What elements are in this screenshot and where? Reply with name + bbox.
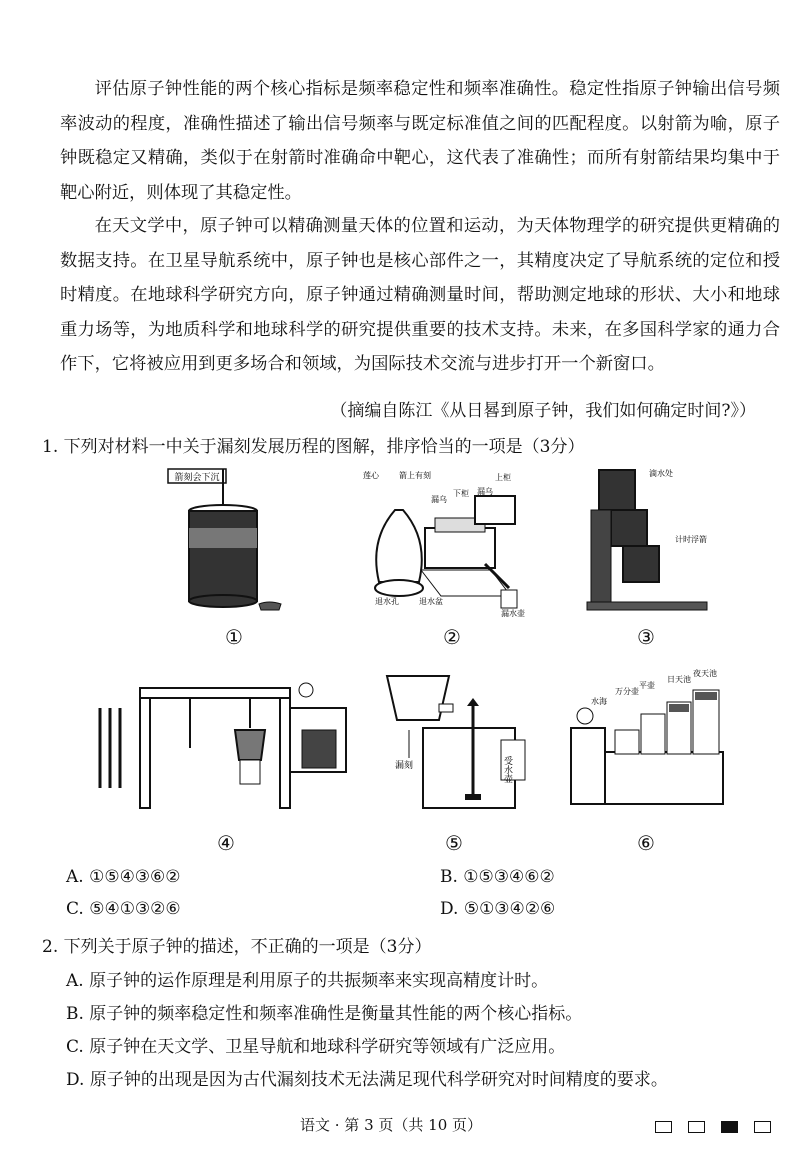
q1-option-a[interactable]: A. ①⑤④③⑥② (66, 867, 181, 887)
source-citation: （摘编自陈江《从日晷到原子钟，我们如何确定时间?》） (330, 401, 756, 421)
figure-2-label-8: 漏水壶 (501, 609, 525, 618)
figure-2-label-0: 莲心 (363, 471, 379, 480)
paragraph-1: 评估原子钟性能的两个核心指标是频率稳定性和频率准确性。稳定性指原子钟输出信号频率波动的程度，准确性描述了输出信号频率与既定标准值之间的匹配程度。以射箭为喻，原子钟既稳定又精确，类似于在射箭时准确命中靶心，这代表了准确性；而所有射箭结果均集中于靶心附近，则体现了其稳定性。 (60, 79, 780, 203)
figure-6-illustration (565, 668, 735, 818)
figure-6-number: ⑥ (637, 831, 655, 855)
figure-6-label-3: 日天池 (667, 675, 691, 684)
q1-option-b[interactable]: B. ①⑤③④⑥② (440, 867, 555, 887)
figure-6-label-2: 平壶 (639, 681, 655, 690)
mark-box-4 (754, 1121, 771, 1133)
figure-2-label-6: 退水孔 (375, 597, 399, 606)
figure-4-illustration (90, 668, 360, 818)
figure-3-label-0: 滴水处 (649, 469, 673, 478)
figure-3-illustration (585, 466, 725, 616)
figure-5-label-0: 漏刻 (395, 761, 414, 771)
q1-option-c[interactable]: C. ⑤④①③②⑥ (66, 899, 181, 919)
figure-5-label-1: 受水壶 (502, 756, 512, 783)
answer-marks (655, 1118, 787, 1137)
figure-6-label-0: 水海 (591, 697, 607, 706)
mark-box-2 (688, 1121, 705, 1133)
figure-2-label-4: 下柜 (453, 489, 469, 498)
figure-2-illustration (355, 468, 535, 618)
figure-2-label-5: 漏乌 (477, 487, 493, 496)
q2-option-c[interactable]: C. 原子钟在天文学、卫星导航和地球科学研究等领域有广泛应用。 (66, 1037, 566, 1057)
q1-option-d[interactable]: D. ⑤①③④②⑥ (440, 899, 556, 919)
figure-4-number: ④ (217, 831, 235, 855)
figure-1-number: ① (225, 625, 243, 649)
figure-3-number: ③ (637, 625, 655, 649)
q2-option-d[interactable]: D. 原子钟的出现是因为古代漏刻技术无法满足现代科学研究对时间精度的要求。 (66, 1070, 668, 1090)
paragraph-2: 在天文学中，原子钟可以精确测量天体的位置和运动，为天体物理学的研究提供更精确的数据支持。在卫星导航系统中，原子钟也是核心部件之一，其精度决定了导航系统的定位和授时精度。在地球科学研究方向，原子钟通过精确测量时间，帮助测定地球的形状、大小和地球重力场等，为地质科学和地球科学的研究提供重要的技术支持。未来，在多国科学家的通力合作下，它将被应用到更多场合和领域，为国际技术交流与进步打开一个新窗口。 (60, 216, 780, 375)
figure-5-number: ⑤ (445, 831, 463, 855)
mark-box-1 (655, 1121, 672, 1133)
figure-2-number: ② (443, 625, 461, 649)
question-2-stem: 2. 下列关于原子钟的描述，不正确的一项是（3分） (42, 937, 432, 957)
figure-1-label-0: 箭刻会下沉 (174, 473, 220, 483)
figure-6-label-4: 夜天池 (693, 669, 717, 678)
figure-5-illustration (383, 670, 533, 820)
question-1-stem: 1. 下列对材料一中关于漏刻发展历程的图解，排序恰当的一项是（3分） (42, 437, 585, 457)
figure-6-label-1: 万分壶 (615, 687, 639, 696)
mark-box-3 (721, 1121, 738, 1133)
figure-2-label-2: 漏乌 (431, 495, 447, 504)
figure-2-label-1: 箭上有刻 (399, 471, 431, 480)
figure-3-label-1: 计时浮箭 (675, 535, 707, 544)
figure-2-label-3: 上柜 (495, 473, 511, 482)
q2-option-b[interactable]: B. 原子钟的频率稳定性和频率准确性是衡量其性能的两个核心指标。 (66, 1004, 583, 1024)
figure-2-label-7: 退水盆 (419, 597, 443, 606)
figure-1-illustration (165, 466, 295, 616)
page-footer: 语文 · 第 3 页（共 10 页） (300, 1116, 483, 1134)
q2-option-a[interactable]: A. 原子钟的运作原理是利用原子的共振频率来实现高精度计时。 (66, 971, 549, 991)
